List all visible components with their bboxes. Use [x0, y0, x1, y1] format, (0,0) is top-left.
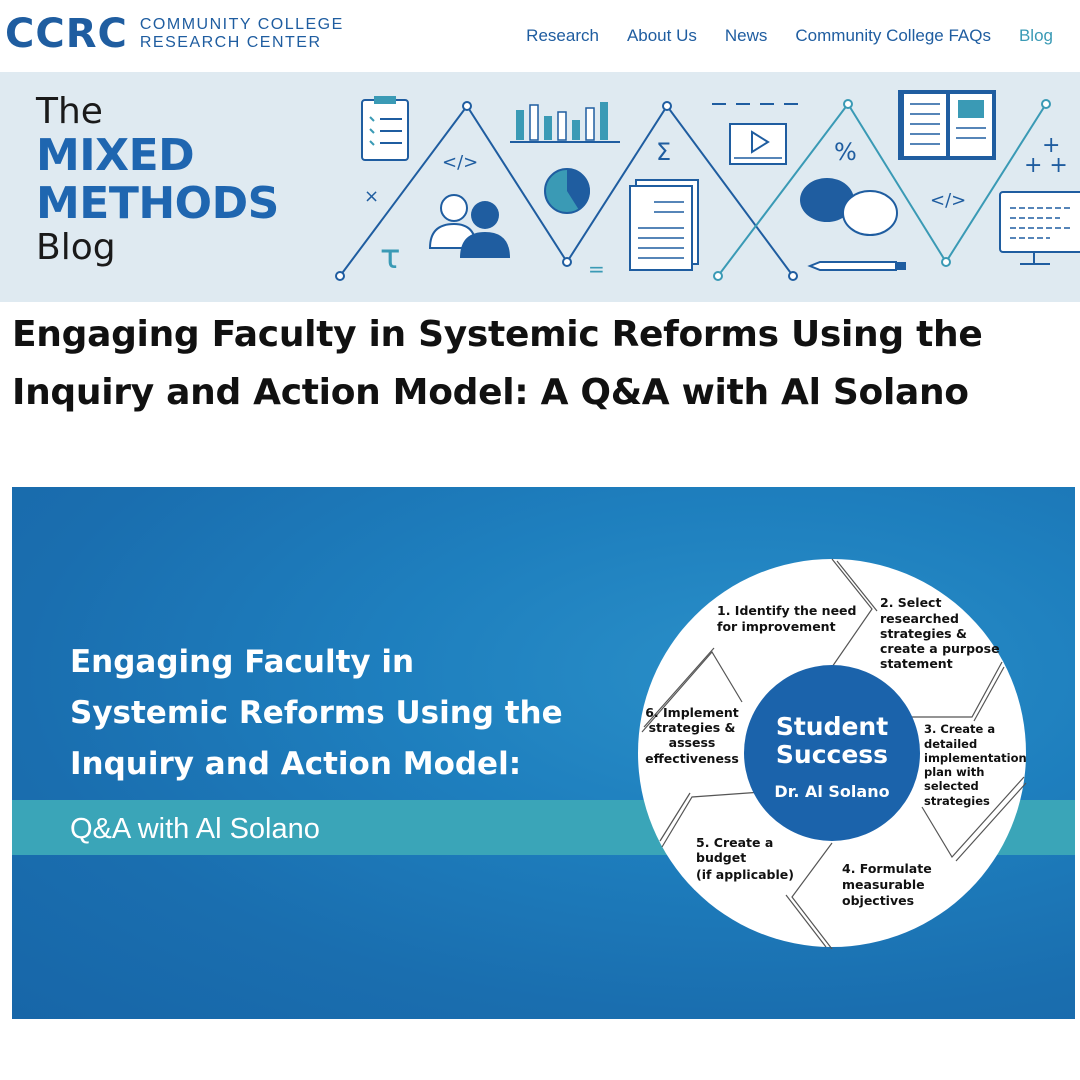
svg-text:strategies: strategies: [924, 794, 990, 808]
svg-text:plan with: plan with: [924, 765, 985, 779]
article-title: Engaging Faculty in Systemic Reforms Using the Inquiry and Action Model: A Q&A with Al Solano: [12, 314, 983, 413]
banner-illustration: [330, 72, 1080, 302]
pencil-icon: [810, 262, 906, 270]
nav-blog[interactable]: Blog: [1018, 26, 1053, 45]
svg-text:assess: assess: [668, 735, 716, 750]
inquiry-action-model-wheel: [632, 557, 1032, 949]
svg-text:create a purpose: create a purpose: [880, 641, 1000, 656]
svg-text:2. Select: 2. Select: [880, 595, 942, 610]
times-symbol: ×: [364, 186, 380, 207]
banner-title-blog: Blog: [36, 227, 116, 268]
svg-text:6. Implement: 6. Implement: [645, 705, 739, 720]
svg-text:implementation: implementation: [924, 751, 1027, 765]
clipboard-icon: [362, 96, 408, 160]
svg-text:researched: researched: [880, 611, 959, 626]
svg-text:statement: statement: [880, 656, 953, 671]
svg-text:measurable: measurable: [842, 877, 925, 892]
svg-text:5. Create a: 5. Create a: [696, 835, 774, 850]
svg-text:budget: budget: [696, 850, 747, 865]
logo-line-1: COMMUNITY COLLEGE: [139, 16, 344, 33]
svg-text:(if applicable): (if applicable): [696, 867, 794, 882]
center-title-line-2: Success: [775, 740, 889, 769]
equals-symbol: =: [588, 257, 605, 281]
nav-community-college-faqs[interactable]: Community College FAQs: [795, 26, 991, 45]
hero-heading: [70, 637, 630, 790]
svg-text:objectives: objectives: [842, 893, 915, 908]
svg-text:4. Formulate: 4. Formulate: [842, 861, 932, 876]
plus-plus-symbol: + +: [1024, 153, 1068, 178]
svg-text:3. Create a: 3. Create a: [924, 722, 996, 736]
blog-banner-title: [36, 92, 279, 268]
center-name: Dr. Al Solano: [774, 782, 890, 801]
monitor-icon: [1000, 192, 1080, 264]
open-book-icon: [898, 90, 996, 160]
hero-heading-line-3: Inquiry and Action Model:: [70, 746, 522, 782]
logo-mark: CCRC: [5, 11, 128, 57]
svg-text:for improvement: for improvement: [717, 619, 836, 634]
svg-text:effectiveness: effectiveness: [645, 751, 739, 766]
plus-symbol: +: [1042, 133, 1061, 158]
svg-text:strategies &: strategies &: [880, 626, 967, 641]
nav-news[interactable]: News: [724, 26, 768, 45]
site-header: [0, 0, 1080, 72]
code-symbol: </>: [442, 152, 479, 173]
code-symbol-2: </>: [930, 190, 967, 211]
video-player-icon: [712, 104, 804, 164]
chat-bubbles-icon: [800, 178, 897, 235]
sigma-symbol: Σ: [656, 138, 672, 166]
ccrc-logo[interactable]: [5, 12, 344, 56]
svg-text:selected: selected: [924, 779, 979, 793]
pie-chart-icon: [545, 169, 590, 213]
bar-chart-icon: [510, 102, 620, 142]
banner-title-mixed: MIXED: [36, 130, 195, 181]
svg-text:detailed: detailed: [924, 737, 978, 751]
banner-title-methods: METHODS: [36, 178, 279, 229]
svg-text:strategies &: strategies &: [648, 720, 736, 735]
tau-symbol: τ: [380, 237, 401, 277]
hero-image: [12, 487, 1075, 1019]
nav-about-us[interactable]: About Us: [626, 26, 697, 45]
center-title-line-1: Student: [775, 712, 889, 741]
banner-title-the: The: [36, 91, 103, 132]
percent-symbol: %: [834, 138, 857, 166]
people-icon: [430, 195, 510, 258]
main-nav: [526, 24, 1053, 48]
document-icon: [630, 180, 698, 270]
step-1-label: [717, 603, 856, 634]
logo-line-2: RESEARCH CENTER: [139, 34, 322, 51]
blog-banner: [0, 72, 1080, 302]
hero-heading-line-2: Systemic Reforms Using the: [70, 695, 563, 731]
hero-heading-line-1: Engaging Faculty in: [70, 644, 415, 680]
hero-subtitle: Q&A with Al Solano: [70, 813, 320, 845]
nav-research[interactable]: Research: [526, 26, 599, 45]
logo-wordmark: [140, 16, 344, 52]
svg-text:1. Identify the need: 1. Identify the need: [717, 603, 857, 618]
